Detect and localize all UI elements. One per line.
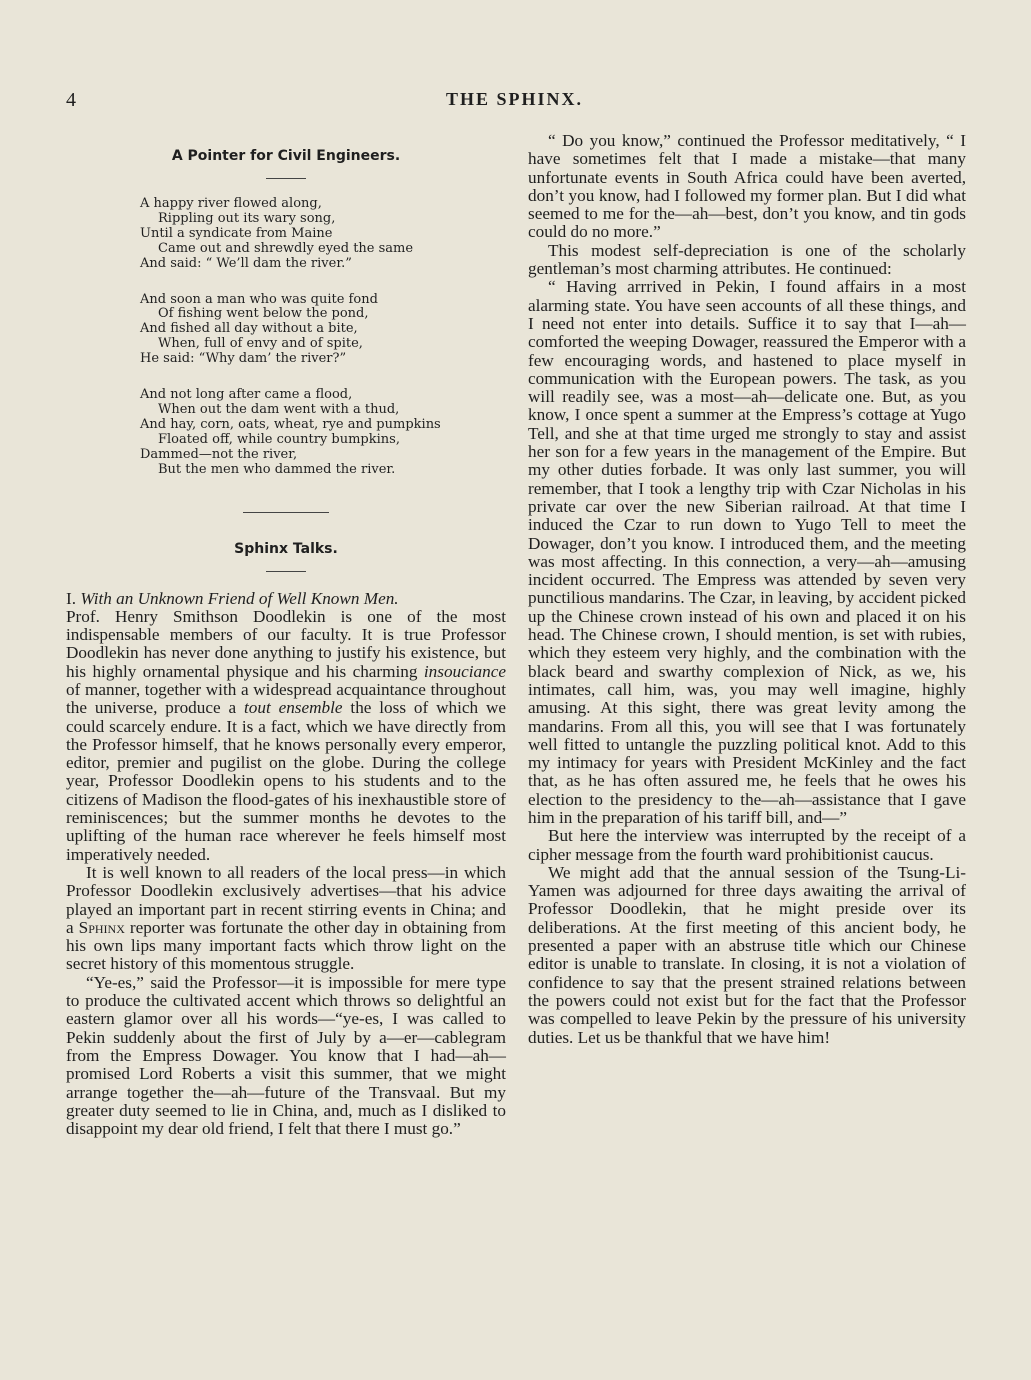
poem-line: Floated off, while country bumpkins, — [158, 431, 400, 447]
poem — [140, 197, 506, 478]
poem-title: A Pointer for Civil Engineers. — [171, 148, 401, 164]
magazine-name: Sphinx — [78, 917, 125, 937]
poem-stanza-1 — [140, 197, 506, 272]
paragraph-1 — [66, 608, 506, 864]
section-divider — [66, 512, 506, 513]
paragraph-5: This modest self-depreciation is one of the scholarly gentleman’s most charming attributes. He continued: — [528, 240, 966, 279]
heading-rule — [266, 571, 306, 572]
poem-line: Came out and shrewdly eyed the same — [158, 240, 414, 256]
poem-line: When out the dam went with a thud, — [158, 401, 400, 417]
text-run: It is well known to all readers of the local press—in which Professor Doodlekin exclusively advertises—that his advice played an important part in recent stirring events in China; and a — [66, 862, 506, 937]
interview-title — [66, 590, 506, 608]
section-heading: Sphinx Talks. — [234, 540, 338, 557]
section-number: I. — [66, 588, 77, 608]
text-run: the loss of which we could scarcely endure. It is a fact, which we have directly from the Professor himself, that he knows personally every emperor, editor, premier and pugilist on the globe. During the college year, Professor Doodlekin opens to his students and to the citizens of Madison the flood-gates of his inexhaustible store of reminiscences; but the summer months he devotes to the uplifting of the human race wherever he feels himself most imperatively needed. — [66, 698, 506, 864]
page-number: 4 — [66, 89, 76, 111]
poem-line: When, full of envy and of spite, — [158, 336, 363, 352]
poem-line: Rippling out its wary song, — [158, 210, 336, 226]
poem-line: Dammed—not the river, — [140, 446, 298, 462]
poem-line: And soon a man who was quite fond — [140, 291, 378, 307]
paragraph-2 — [66, 864, 506, 974]
poem-line: But the men who dammed the river. — [158, 461, 396, 477]
poem-line: And fished all day without a bite, — [140, 321, 358, 337]
right-column — [528, 132, 966, 1047]
section-title: With an Unknown Friend of Well Known Men. — [80, 588, 399, 608]
poem-stanza-2 — [140, 293, 506, 368]
poem-line: And hay, corn, oats, wheat, rye and pumpkins — [140, 416, 441, 432]
poem-stanza-3 — [140, 388, 506, 477]
paragraph-4: “ Do you know,” continued the Professor meditatively, “ I have sometimes felt that I made a mistake—that many unfortunate events in South Africa could have been averted, don’t you know, had I followed my former plan. But I did what seemed to me for the—ah—best, don’t you know, and tin gods could do no more.” — [528, 131, 966, 242]
divider-rule — [243, 512, 329, 513]
poem-line: And not long after came a flood, — [140, 387, 353, 403]
italic-term: insouciance — [423, 661, 506, 681]
text-run: of manner, together with a widespread acquaintance throughout the universe, produce a — [66, 679, 506, 718]
paragraph-7: But here the interview was interrupted by the receipt of a cipher message from the fourth ward prohibitionist caucus. — [528, 826, 966, 864]
italic-term: tout ensemble — [243, 698, 343, 718]
poem-line: He said: “Why dam’ the river?” — [140, 351, 347, 367]
paragraph-8: We might add that the annual session of the Tsung-Li-Yamen was adjourned for three days awaiting the arrival of Professor Doodlekin, that he might preside over its deliberations. At the first meeting of this ancient body, he presented a paper with an abstruse title which our Chinese editor is unable to translate. In closing, it is not a violation of confidence to say that the present strained relations between the powers could not exist but for the fact that the Professor was compelled to leave Pekin by the pressure of his university duties. Let us be thankful that we have him! — [528, 862, 966, 1047]
text-run: Prof. Henry Smithson Doodlekin is one of the most indispensable members of our faculty. It is true Professor Doodlekin has never done anything to justify his existence, but his highly ornamental physique and his charming — [66, 606, 506, 681]
poem-line: A happy river flowed along, — [140, 196, 322, 211]
paragraph-6: “ Having arrrived in Pekin, I found affairs in a most alarming state. You have seen accounts of all these things, and I need not enter into details. Suffice it to say that I—ah—comforted the weeping Dowager, reassured the Emperor with a few encouraging words, and hastened to place myself in communication with the European powers. The task, as you will readily see, was a most—ah—delicate one. But, as you know, I once spent a summer at the Empress’s cottage at Yugo Tell, and she at that time urged me strongly to stay and assist her son for a few years in the management of the Empire. But my other duties forbade. It was only last summer, you will remember, that I took a lengthy trip with Czar Nicholas in his private car over the new Siberian railroad. At that time I induced the Czar to run down to Yugo Tell to meet the Dowager, don’t you know. I introduced them, and the meeting was most affecting. In this connection, a very—ah—amusing incident occurred. The Empress was attended by seven very punctilious mandarins. The Czar, in leaving, by accident picked up the Chinese crown instead of his own and placed it on his head. The Chinese crown, I should mention, is set with rubies, which they esteem very highly, and the combination with the black beard and swarthy complexion of Nick, as we, his intimates, call him, was, you may well imagine, highly amusing. At this sight, there was great levity among the mandarins. From all this, you will see that I was fortunately well fitted to untangle the puzzling political knot. Add to this my intimacy for years with President McKinley and the fact that, as he has often assured me, he feels that he owes his election to the presidency to the—ah—assistance that I gave him in the preparation of his tariff bill, and—” — [528, 277, 966, 827]
poem-line: Of fishing went below the pond, — [158, 306, 369, 322]
title-rule — [266, 178, 306, 179]
page-header — [66, 89, 963, 113]
paragraph-3: “Ye-es,” said the Professor—it is impossible for mere type to produce the cultivated accent which throws so delightful an eastern glamor over all his words—“ye-es, I was called to Pekin suddenly about the first of July by a—er—cablegram from the Empress Dowager. You know that I had—ah—promised Lord Roberts a visit this summer, that we might arrange together the—ah—future of the Transvaal. But my greater duty seemed to lie in China, and, much as I disliked to disappoint my dear old friend, I felt that there I must go.” — [66, 972, 506, 1139]
text-run: reporter was fortunate the other day in obtaining from his own lips many important facts which throw light on the secret history of this momentous struggle. — [66, 917, 506, 974]
poem-line: Until a syndicate from Maine — [140, 225, 333, 241]
poem-line: And said: “ We’ll dam the river.” — [140, 255, 352, 271]
running-head: THE SPHINX. — [445, 89, 584, 109]
left-column — [66, 148, 506, 1138]
